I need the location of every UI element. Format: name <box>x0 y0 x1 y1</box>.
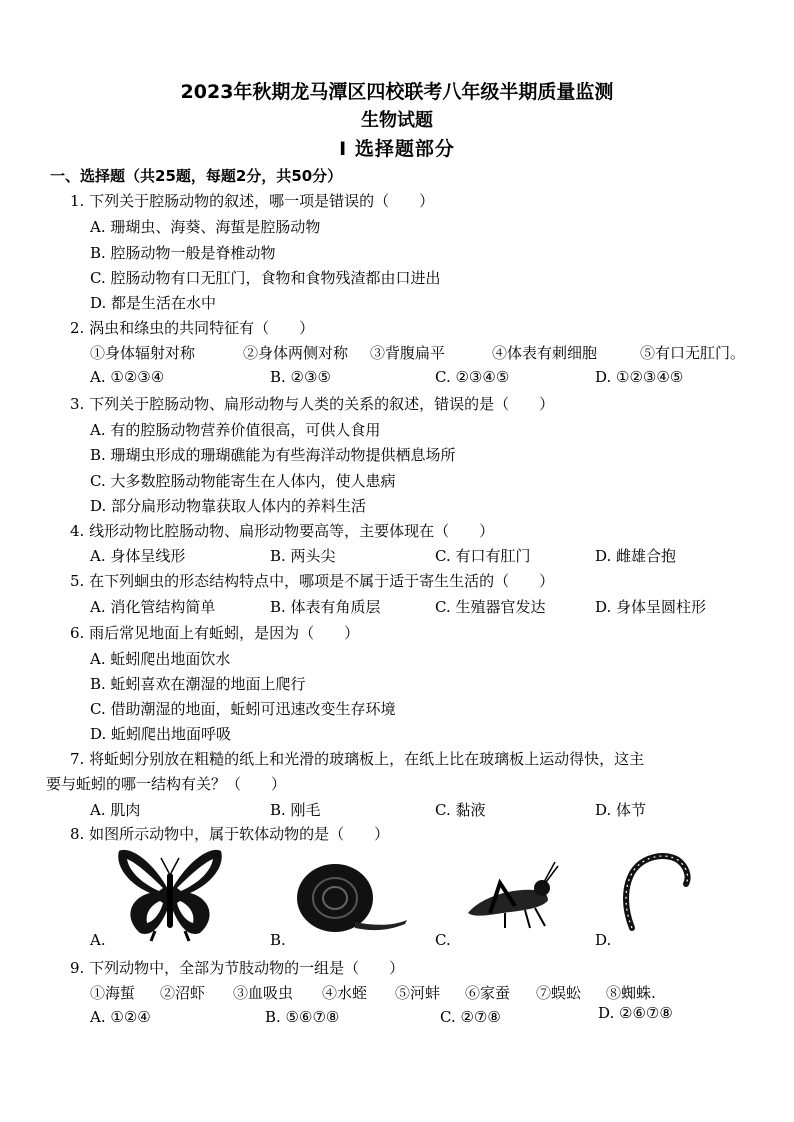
question-option: D. 都是生活在水中 <box>90 294 217 312</box>
snail-image <box>295 860 410 935</box>
question-option: D. 蚯蚓爬出地面呼吸 <box>90 725 232 743</box>
question-option: B. ⑤⑥⑦⑧ <box>265 1008 340 1026</box>
question-option: B. 蚯蚓喜欢在潮湿的地面上爬行 <box>90 675 306 693</box>
part-title: Ⅰ 选择题部分 <box>339 138 455 160</box>
statement-item: ⑧蜘蛛. <box>606 984 656 1002</box>
statement-item: ③背腹扁平 <box>370 344 446 362</box>
butterfly-image <box>115 843 225 943</box>
question-option: D. 体节 <box>595 801 647 819</box>
question-option: D. 身体呈圆柱形 <box>595 598 707 616</box>
question-stem: 1. 下列关于腔肠动物的叙述，哪一项是错误的（ ） <box>70 192 435 210</box>
question-option: C. 腔肠动物有口无肛门，食物和食物残渣都由口进出 <box>90 269 441 287</box>
statement-item: ②身体两侧对称 <box>243 344 349 362</box>
figure-label: C. <box>435 931 451 949</box>
figure-label: D. <box>595 931 612 949</box>
question-option: D. ②⑥⑦⑧ <box>598 1004 673 1022</box>
question-option: B. 腔肠动物一般是脊椎动物 <box>90 244 276 262</box>
question-stem-continuation: 要与蚯蚓的哪一结构有关？（ ） <box>46 775 287 793</box>
question-stem: 3. 下列关于腔肠动物、扁形动物与人类的关系的叙述，错误的是（ ） <box>70 395 555 413</box>
statement-item: ⑤有口无肛门。 <box>640 344 746 362</box>
question-option: C. 有口有肛门 <box>435 547 531 565</box>
statement-item: ①海蜇 <box>90 984 136 1002</box>
statement-item: ①身体辐射对称 <box>90 344 196 362</box>
question-option: A. 肌肉 <box>90 801 141 819</box>
question-option: B. 体表有角质层 <box>270 598 381 616</box>
worm-image <box>620 848 700 933</box>
statement-item: ③血吸虫 <box>233 984 294 1002</box>
question-option: D. 雌雄合抱 <box>595 547 677 565</box>
statement-item: ④体表有刺细胞 <box>492 344 598 362</box>
statement-item: ④水蛭 <box>322 984 368 1002</box>
question-option: A. 蚯蚓爬出地面饮水 <box>90 650 231 668</box>
exam-title: 2023年秋期龙马潭区四校联考八年级半期质量监测 <box>180 81 614 103</box>
question-option: A. 消化管结构简单 <box>90 598 216 616</box>
question-option: D. 部分扁形动物靠获取人体内的养料生活 <box>90 497 367 515</box>
question-option: C. ②③④⑤ <box>435 368 510 386</box>
statement-item: ⑥家蚕 <box>465 984 511 1002</box>
question-stem: 8. 如图所示动物中，属于软体动物的是（ ） <box>70 825 390 843</box>
subject-title: 生物试题 <box>361 110 433 131</box>
figure-label: B. <box>270 931 286 949</box>
question-option: C. 生殖器官发达 <box>435 598 546 616</box>
question-option: A. 珊瑚虫、海葵、海蜇是腔肠动物 <box>90 218 321 236</box>
question-stem: 9. 下列动物中，全部为节肢动物的一组是（ ） <box>70 959 405 977</box>
question-option: C. 大多数腔肠动物能寄生在人体内，使人患病 <box>90 472 396 490</box>
grasshopper-image <box>460 858 560 933</box>
question-option: A. ①②③④ <box>90 368 165 386</box>
question-option: B. ②③⑤ <box>270 368 331 386</box>
question-option: B. 刚毛 <box>270 801 321 819</box>
statement-item: ②沼虾 <box>160 984 206 1002</box>
statement-item: ⑤河蚌 <box>395 984 441 1002</box>
question-option: B. 两头尖 <box>270 547 336 565</box>
question-option: D. ①②③④⑤ <box>595 368 684 386</box>
question-option: C. ②⑦⑧ <box>440 1008 501 1026</box>
question-option: A. 有的腔肠动物营养价值很高，可供人食用 <box>90 421 381 439</box>
question-option: C. 借助潮湿的地面，蚯蚓可迅速改变生存环境 <box>90 700 396 718</box>
question-option: A. 身体呈线形 <box>90 547 186 565</box>
question-option: A. ①②④ <box>90 1008 151 1026</box>
question-option: C. 黏液 <box>435 801 486 819</box>
question-stem: 7. 将蚯蚓分别放在粗糙的纸上和光滑的玻璃板上，在纸上比在玻璃板上运动得快，这主 <box>70 750 645 768</box>
figure-label: A. <box>90 931 106 949</box>
question-stem: 2. 涡虫和绦虫的共同特征有（ ） <box>70 319 315 337</box>
question-stem: 6. 雨后常见地面上有蚯蚓，是因为（ ） <box>70 624 360 642</box>
statement-item: ⑦蜈蚣 <box>536 984 582 1002</box>
question-stem: 4. 线形动物比腔肠动物、扁形动物要高等，主要体现在（ ） <box>70 522 495 540</box>
question-stem: 5. 在下列蛔虫的形态结构特点中，哪项是不属于适于寄生生活的（ ） <box>70 572 555 590</box>
section-heading: 一、选择题（共25题，每题2分，共50分） <box>50 167 343 185</box>
question-option: B. 珊瑚虫形成的珊瑚礁能为有些海洋动物提供栖息场所 <box>90 446 456 464</box>
